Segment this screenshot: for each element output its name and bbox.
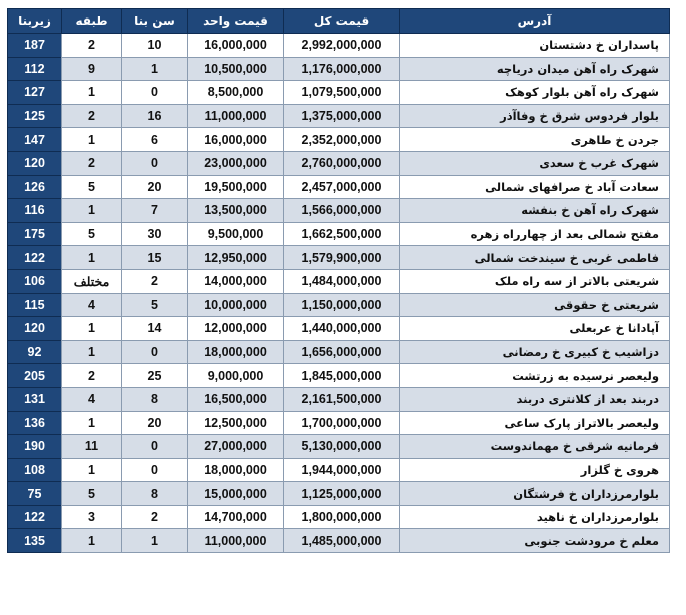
cell-floor: 9 [62,57,122,81]
cell-floor: 1 [62,246,122,270]
cell-unit-price: 13,500,000 [188,199,284,223]
cell-area: 127 [8,81,62,105]
table-row [8,104,670,128]
table-row [8,482,670,506]
table-row [8,458,670,482]
header-floor: طبقه [62,9,122,34]
table-row [8,505,670,529]
cell-building-age: 2 [122,505,188,529]
cell-unit-price: 12,950,000 [188,246,284,270]
table-row [8,222,670,246]
cell-unit-price: 9,000,000 [188,364,284,388]
table-row [8,199,670,223]
cell-floor: مختلف [62,269,122,293]
cell-unit-price: 16,000,000 [188,128,284,152]
cell-area: 190 [8,435,62,459]
cell-total-price: 2,992,000,000 [284,34,400,58]
cell-total-price: 1,662,500,000 [284,222,400,246]
cell-area: 92 [8,340,62,364]
listing-table-container [7,8,669,553]
cell-floor: 1 [62,529,122,553]
cell-area: 187 [8,34,62,58]
cell-building-age: 25 [122,364,188,388]
table-body [8,34,670,553]
cell-unit-price: 16,500,000 [188,387,284,411]
cell-floor: 5 [62,222,122,246]
table-row [8,529,670,553]
cell-building-age: 1 [122,57,188,81]
cell-total-price: 2,760,000,000 [284,151,400,175]
header-total-price: قیمت کل [284,9,400,34]
cell-total-price: 1,579,900,000 [284,246,400,270]
cell-address: بلوارمرزداران خ ناهید [400,505,670,529]
cell-area: 115 [8,293,62,317]
cell-total-price: 1,656,000,000 [284,340,400,364]
cell-area: 108 [8,458,62,482]
cell-building-age: 0 [122,81,188,105]
cell-area: 112 [8,57,62,81]
cell-building-age: 0 [122,340,188,364]
apartment-price-table [7,8,670,553]
cell-building-age: 14 [122,317,188,341]
cell-unit-price: 27,000,000 [188,435,284,459]
cell-building-age: 15 [122,246,188,270]
cell-total-price: 5,130,000,000 [284,435,400,459]
cell-unit-price: 11,000,000 [188,104,284,128]
cell-total-price: 1,440,000,000 [284,317,400,341]
cell-area: 147 [8,128,62,152]
cell-area: 131 [8,387,62,411]
cell-address: فاطمی غربی خ سیندخت شمالی [400,246,670,270]
table-row [8,175,670,199]
cell-unit-price: 23,000,000 [188,151,284,175]
cell-unit-price: 12,000,000 [188,317,284,341]
cell-total-price: 1,485,000,000 [284,529,400,553]
header-address: آدرس [400,9,670,34]
cell-building-age: 0 [122,458,188,482]
table-row [8,435,670,459]
cell-unit-price: 15,000,000 [188,482,284,506]
cell-unit-price: 12,500,000 [188,411,284,435]
cell-total-price: 1,125,000,000 [284,482,400,506]
cell-building-age: 0 [122,151,188,175]
header-row [8,9,670,34]
cell-area: 116 [8,199,62,223]
cell-floor: 1 [62,411,122,435]
cell-unit-price: 9,500,000 [188,222,284,246]
cell-unit-price: 18,000,000 [188,458,284,482]
cell-address: مفتح شمالی بعد از چهارراه زهره [400,222,670,246]
cell-address: بلوارمرزداران خ فرشتگان [400,482,670,506]
cell-total-price: 1,944,000,000 [284,458,400,482]
table-row [8,317,670,341]
cell-area: 205 [8,364,62,388]
cell-address: شریعتی بالاتر از سه راه ملک [400,269,670,293]
cell-unit-price: 10,000,000 [188,293,284,317]
table-row [8,128,670,152]
cell-address: ولیعصر بالاتراز پارک ساعی [400,411,670,435]
header-unit-price: قیمت واحد [188,9,284,34]
cell-address: هروی خ گلزار [400,458,670,482]
cell-floor: 2 [62,364,122,388]
cell-area: 125 [8,104,62,128]
cell-floor: 1 [62,317,122,341]
table-row [8,34,670,58]
cell-unit-price: 8,500,000 [188,81,284,105]
table-row [8,246,670,270]
cell-address: شهرک غرب خ سعدی [400,151,670,175]
cell-area: 136 [8,411,62,435]
cell-address: معلم خ مرودشت جنوبی [400,529,670,553]
cell-address: شهرک راه آهن میدان دریاچه [400,57,670,81]
cell-total-price: 1,566,000,000 [284,199,400,223]
table-row [8,269,670,293]
table-row [8,81,670,105]
cell-building-age: 8 [122,387,188,411]
table-row [8,293,670,317]
cell-floor: 3 [62,505,122,529]
header-building-age: سن بنا [122,9,188,34]
cell-address: سعادت آباد خ صرافهای شمالی [400,175,670,199]
table-row [8,57,670,81]
cell-area: 122 [8,246,62,270]
table-row [8,411,670,435]
cell-building-age: 20 [122,411,188,435]
cell-area: 120 [8,317,62,341]
cell-address: آپادانا خ عربعلی [400,317,670,341]
cell-area: 120 [8,151,62,175]
cell-unit-price: 14,700,000 [188,505,284,529]
cell-building-age: 1 [122,529,188,553]
cell-area: 75 [8,482,62,506]
cell-area: 175 [8,222,62,246]
cell-total-price: 1,484,000,000 [284,269,400,293]
cell-unit-price: 11,000,000 [188,529,284,553]
cell-area: 122 [8,505,62,529]
cell-floor: 1 [62,81,122,105]
cell-total-price: 1,375,000,000 [284,104,400,128]
cell-floor: 4 [62,293,122,317]
header-area: زیربنا [8,9,62,34]
cell-floor: 4 [62,387,122,411]
cell-address: جردن خ طاهری [400,128,670,152]
table-row [8,387,670,411]
cell-unit-price: 14,000,000 [188,269,284,293]
cell-building-age: 6 [122,128,188,152]
cell-total-price: 1,700,000,000 [284,411,400,435]
cell-total-price: 2,352,000,000 [284,128,400,152]
table-row [8,151,670,175]
cell-total-price: 1,845,000,000 [284,364,400,388]
cell-address: دزاشیب خ کبیری خ رمضانی [400,340,670,364]
cell-address: ولیعصر نرسیده به زرتشت [400,364,670,388]
cell-address: دربند بعد از کلانتری دربند [400,387,670,411]
cell-floor: 5 [62,175,122,199]
cell-building-age: 16 [122,104,188,128]
cell-building-age: 2 [122,269,188,293]
cell-building-age: 30 [122,222,188,246]
cell-unit-price: 18,000,000 [188,340,284,364]
cell-building-age: 8 [122,482,188,506]
cell-area: 106 [8,269,62,293]
cell-total-price: 1,800,000,000 [284,505,400,529]
cell-floor: 2 [62,151,122,175]
table-row [8,364,670,388]
cell-total-price: 2,161,500,000 [284,387,400,411]
cell-building-age: 0 [122,435,188,459]
cell-floor: 11 [62,435,122,459]
cell-building-age: 7 [122,199,188,223]
cell-address: فرمانیه شرقی خ مهماندوست [400,435,670,459]
table-row [8,340,670,364]
cell-area: 135 [8,529,62,553]
cell-total-price: 1,079,500,000 [284,81,400,105]
cell-floor: 2 [62,104,122,128]
cell-floor: 5 [62,482,122,506]
cell-address: شریعتی خ حقوقی [400,293,670,317]
cell-total-price: 2,457,000,000 [284,175,400,199]
cell-total-price: 1,176,000,000 [284,57,400,81]
cell-unit-price: 10,500,000 [188,57,284,81]
cell-floor: 1 [62,340,122,364]
cell-floor: 1 [62,128,122,152]
cell-address: پاسداران خ دشتستان [400,34,670,58]
cell-total-price: 1,150,000,000 [284,293,400,317]
cell-floor: 2 [62,34,122,58]
cell-unit-price: 19,500,000 [188,175,284,199]
cell-address: شهرک راه آهن بلوار کوهک [400,81,670,105]
cell-address: بلوار فردوس شرق خ وفاآذر [400,104,670,128]
cell-building-age: 20 [122,175,188,199]
cell-building-age: 5 [122,293,188,317]
cell-area: 126 [8,175,62,199]
cell-floor: 1 [62,199,122,223]
cell-building-age: 10 [122,34,188,58]
cell-address: شهرک راه آهن خ بنفشه [400,199,670,223]
cell-unit-price: 16,000,000 [188,34,284,58]
cell-floor: 1 [62,458,122,482]
